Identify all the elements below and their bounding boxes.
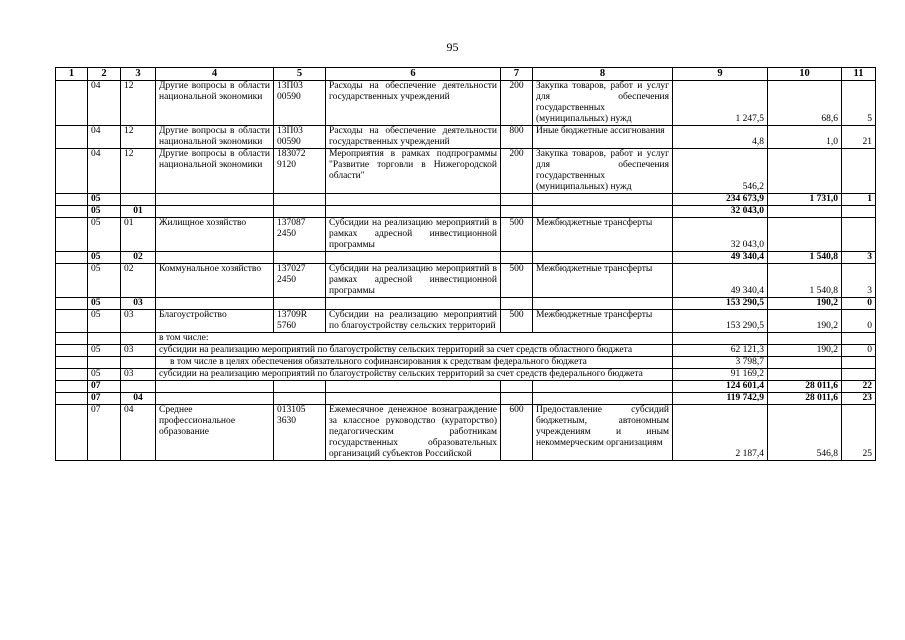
- cell-empty: [56, 405, 88, 461]
- cell-amount: 119 742,9: [673, 393, 768, 405]
- cell-section: 07: [88, 381, 121, 393]
- note-row: [56, 369, 876, 381]
- cell-expense-type-name: Межбюджетные трансферты: [533, 310, 673, 333]
- cell-empty: [501, 381, 533, 393]
- cell-target-code: 137087 2450: [274, 218, 326, 252]
- cell-empty: [156, 381, 274, 393]
- cell-empty: [56, 264, 88, 298]
- cell-target-code: 183072 9120: [274, 149, 326, 194]
- cell-amount-2: [768, 369, 842, 381]
- cell-subsection: 03: [121, 298, 156, 310]
- cell-amount: 91 169,2: [673, 369, 768, 381]
- cell-subsection: [121, 357, 156, 369]
- table-row: [56, 81, 876, 126]
- cell-percent: 23: [842, 393, 876, 405]
- cell-subsection: 02: [121, 264, 156, 298]
- cell-amount-2: [768, 333, 842, 345]
- cell-amount: 62 121,3: [673, 345, 768, 357]
- cell-empty: [326, 381, 501, 393]
- cell-percent: [842, 357, 876, 369]
- cell-section: [88, 357, 121, 369]
- cell-percent: 5: [842, 81, 876, 126]
- cell-empty: [533, 252, 673, 264]
- cell-percent: 0: [842, 345, 876, 357]
- cell-percent: 3: [842, 252, 876, 264]
- table-row: [56, 310, 876, 333]
- cell-empty: [274, 381, 326, 393]
- cell-expense-description: Субсидии на реализацию мероприятий в рамках адресной инвестиционной программы: [326, 264, 501, 298]
- cell-amount-2: 1 731,0: [768, 194, 842, 206]
- table-row: [56, 149, 876, 194]
- cell-empty: [501, 252, 533, 264]
- cell-empty: [326, 252, 501, 264]
- cell-expense-description: Ежемесячное денежное вознаграждение за классное руководство (кураторство) педагогическим работникам государственных образовательных организаций субъектов Российской: [326, 405, 501, 461]
- cell-percent: 21: [842, 126, 876, 149]
- cell-amount-2: [768, 206, 842, 218]
- cell-empty: [326, 206, 501, 218]
- cell-empty: [56, 252, 88, 264]
- cell-section: 04: [88, 126, 121, 149]
- cell-amount-2: [768, 149, 842, 194]
- subtotal-row: [56, 252, 876, 264]
- cell-note-text: субсидии на реализацию мероприятий по благоустройству сельских территорий за счет средств областного бюджета: [156, 345, 673, 357]
- cell-amount: 4,8: [673, 126, 768, 149]
- cell-name: Благоустройство: [156, 310, 274, 333]
- cell-percent: 0: [842, 310, 876, 333]
- cell-percent: [842, 206, 876, 218]
- cell-subsection: 02: [121, 252, 156, 264]
- cell-percent: 25: [842, 405, 876, 461]
- cell-expense-description: Расходы на обеспечение деятельности государственных учреждений: [326, 81, 501, 126]
- note-row: [56, 345, 876, 357]
- subtotal-row: [56, 381, 876, 393]
- cell-amount: 2 187,4: [673, 405, 768, 461]
- cell-expense-type-name: Межбюджетные трансферты: [533, 264, 673, 298]
- cell-section: 05: [88, 252, 121, 264]
- cell-subsection: [121, 381, 156, 393]
- cell-empty: [533, 206, 673, 218]
- cell-percent: [842, 218, 876, 252]
- cell-section: 05: [88, 206, 121, 218]
- cell-empty: [156, 298, 274, 310]
- cell-name: Жилищное хозяйство: [156, 218, 274, 252]
- cell-subsection: 01: [121, 218, 156, 252]
- cell-percent: 3: [842, 264, 876, 298]
- cell-section: 04: [88, 149, 121, 194]
- cell-percent: 1: [842, 194, 876, 206]
- cell-section: 05: [88, 218, 121, 252]
- cell-expense-type: 600: [501, 405, 533, 461]
- cell-empty: [501, 393, 533, 405]
- cell-empty: [326, 393, 501, 405]
- cell-empty: [533, 194, 673, 206]
- cell-percent: 22: [842, 381, 876, 393]
- cell-amount-2: 68,6: [768, 81, 842, 126]
- cell-note-text: в том числе в целях обеспечения обязательного софинансирования к средствам федерального бюджета: [156, 357, 673, 369]
- cell-amount: 124 601,4: [673, 381, 768, 393]
- cell-empty: [56, 310, 88, 333]
- cell-empty: [56, 345, 88, 357]
- cell-target-code: 013105 3630: [274, 405, 326, 461]
- cell-section: 07: [88, 393, 121, 405]
- cell-section: 04: [88, 81, 121, 126]
- table-row: [56, 264, 876, 298]
- cell-amount-2: 1,0: [768, 126, 842, 149]
- cell-name: Другие вопросы в области национальной экономики: [156, 149, 274, 194]
- cell-target-code: 137027 2450: [274, 264, 326, 298]
- cell-empty: [56, 149, 88, 194]
- cell-empty: [56, 333, 88, 345]
- cell-expense-type-name: Предоставление субсидий бюджетным, автономным учреждениям и иным некоммерческим организациям: [533, 405, 673, 461]
- cell-subsection: 12: [121, 149, 156, 194]
- cell-amount-2: 190,2: [768, 310, 842, 333]
- cell-amount: 49 340,4: [673, 264, 768, 298]
- cell-expense-type: 500: [501, 264, 533, 298]
- cell-amount-2: 1 540,8: [768, 264, 842, 298]
- cell-amount-2: 190,2: [768, 298, 842, 310]
- header-row: [56, 68, 876, 81]
- cell-note-text: субсидии на реализацию мероприятий по благоустройству сельских территорий за счет средств федерального бюджета: [156, 369, 673, 381]
- column-header: 7: [501, 68, 533, 81]
- cell-target-code: 13П03 00590: [274, 126, 326, 149]
- cell-expense-type-name: Закупка товаров, работ и услуг для обеспечения государственных (муниципальных) нужд: [533, 81, 673, 126]
- cell-expense-description: Субсидии на реализацию мероприятий по благоустройству сельских территорий: [326, 310, 501, 333]
- cell-empty: [56, 357, 88, 369]
- column-header: 11: [842, 68, 876, 81]
- cell-subsection: 12: [121, 126, 156, 149]
- cell-amount: 32 043,0: [673, 206, 768, 218]
- subtotal-row: [56, 206, 876, 218]
- cell-section: 05: [88, 369, 121, 381]
- cell-expense-description: Мероприятия в рамках подпрограммы "Развитие торговли в Нижегородской области": [326, 149, 501, 194]
- cell-empty: [501, 206, 533, 218]
- column-header: 1: [56, 68, 88, 81]
- table-row: [56, 405, 876, 461]
- cell-empty: [56, 218, 88, 252]
- subtotal-row: [56, 194, 876, 206]
- cell-expense-type: 800: [501, 126, 533, 149]
- cell-section: 05: [88, 310, 121, 333]
- cell-empty: [56, 206, 88, 218]
- cell-percent: 0: [842, 298, 876, 310]
- cell-amount-2: 28 011,6: [768, 393, 842, 405]
- cell-empty: [56, 81, 88, 126]
- cell-empty: [274, 206, 326, 218]
- cell-empty: [326, 194, 501, 206]
- cell-amount-2: 28 011,6: [768, 381, 842, 393]
- cell-expense-type-name: Межбюджетные трансферты: [533, 218, 673, 252]
- table-row: [56, 126, 876, 149]
- cell-empty: [156, 194, 274, 206]
- cell-subsection: 12: [121, 81, 156, 126]
- cell-amount: 153 290,5: [673, 298, 768, 310]
- cell-empty: [274, 298, 326, 310]
- cell-amount-2: [768, 218, 842, 252]
- budget-table: [55, 67, 876, 461]
- cell-percent: [842, 369, 876, 381]
- cell-amount: 153 290,5: [673, 310, 768, 333]
- cell-empty: [274, 393, 326, 405]
- cell-subsection: 03: [121, 345, 156, 357]
- page-number: 95: [446, 40, 459, 54]
- cell-empty: [156, 206, 274, 218]
- cell-target-code: 13709R 5760: [274, 310, 326, 333]
- cell-target-code: 13П03 00590: [274, 81, 326, 126]
- cell-amount: 234 673,9: [673, 194, 768, 206]
- cell-expense-type-name: Иные бюджетные ассигнования: [533, 126, 673, 149]
- column-header: 4: [156, 68, 274, 81]
- cell-subsection: [121, 333, 156, 345]
- cell-name: Другие вопросы в области национальной экономики: [156, 126, 274, 149]
- cell-amount: 32 043,0: [673, 218, 768, 252]
- column-header: 2: [88, 68, 121, 81]
- column-header: 5: [274, 68, 326, 81]
- cell-subsection: 04: [121, 393, 156, 405]
- cell-section: 05: [88, 264, 121, 298]
- cell-amount: 1 247,5: [673, 81, 768, 126]
- column-header: 6: [326, 68, 501, 81]
- subtotal-row: [56, 393, 876, 405]
- cell-expense-type: 500: [501, 218, 533, 252]
- cell-empty: [56, 369, 88, 381]
- cell-expense-type: 500: [501, 310, 533, 333]
- cell-expense-type-name: Закупка товаров, работ и услуг для обеспечения государственных (муниципальных) нужд: [533, 149, 673, 194]
- cell-empty: [156, 252, 274, 264]
- table-row: [56, 218, 876, 252]
- cell-amount-2: 190,2: [768, 345, 842, 357]
- column-header: 8: [533, 68, 673, 81]
- cell-empty: [56, 126, 88, 149]
- cell-empty: [56, 393, 88, 405]
- column-header: 10: [768, 68, 842, 81]
- cell-empty: [56, 381, 88, 393]
- cell-empty: [533, 298, 673, 310]
- subtotal-row: [56, 298, 876, 310]
- column-header: 9: [673, 68, 768, 81]
- cell-percent: [842, 333, 876, 345]
- cell-empty: [156, 393, 274, 405]
- cell-note-text: в том числе:: [156, 333, 673, 345]
- cell-empty: [501, 194, 533, 206]
- cell-empty: [56, 194, 88, 206]
- cell-amount: 49 340,4: [673, 252, 768, 264]
- cell-empty: [56, 298, 88, 310]
- cell-percent: [842, 149, 876, 194]
- cell-amount-2: 546,8: [768, 405, 842, 461]
- cell-section: [88, 333, 121, 345]
- cell-subsection: [121, 194, 156, 206]
- cell-section: 07: [88, 405, 121, 461]
- cell-subsection: 03: [121, 369, 156, 381]
- note-row: [56, 357, 876, 369]
- cell-expense-type: 200: [501, 149, 533, 194]
- cell-expense-type: 200: [501, 81, 533, 126]
- cell-expense-description: Расходы на обеспечение деятельности государственных учреждений: [326, 126, 501, 149]
- cell-amount-2: 1 540,8: [768, 252, 842, 264]
- cell-empty: [533, 393, 673, 405]
- cell-subsection: 03: [121, 310, 156, 333]
- cell-subsection: 01: [121, 206, 156, 218]
- column-header: 3: [121, 68, 156, 81]
- cell-amount: 3 798,7: [673, 357, 768, 369]
- cell-section: 05: [88, 345, 121, 357]
- cell-amount: [673, 333, 768, 345]
- cell-section: 05: [88, 194, 121, 206]
- cell-name: Среднее профессиональное образование: [156, 405, 274, 461]
- cell-section: 05: [88, 298, 121, 310]
- cell-empty: [274, 194, 326, 206]
- cell-name: Коммунальное хозяйство: [156, 264, 274, 298]
- cell-empty: [326, 298, 501, 310]
- cell-empty: [501, 298, 533, 310]
- cell-expense-description: Субсидии на реализацию мероприятий в рамках адресной инвестиционной программы: [326, 218, 501, 252]
- cell-empty: [274, 252, 326, 264]
- note-row: [56, 333, 876, 345]
- cell-amount-2: [768, 357, 842, 369]
- cell-empty: [533, 381, 673, 393]
- cell-name: Другие вопросы в области национальной экономики: [156, 81, 274, 126]
- cell-subsection: 04: [121, 405, 156, 461]
- cell-amount: 546,2: [673, 149, 768, 194]
